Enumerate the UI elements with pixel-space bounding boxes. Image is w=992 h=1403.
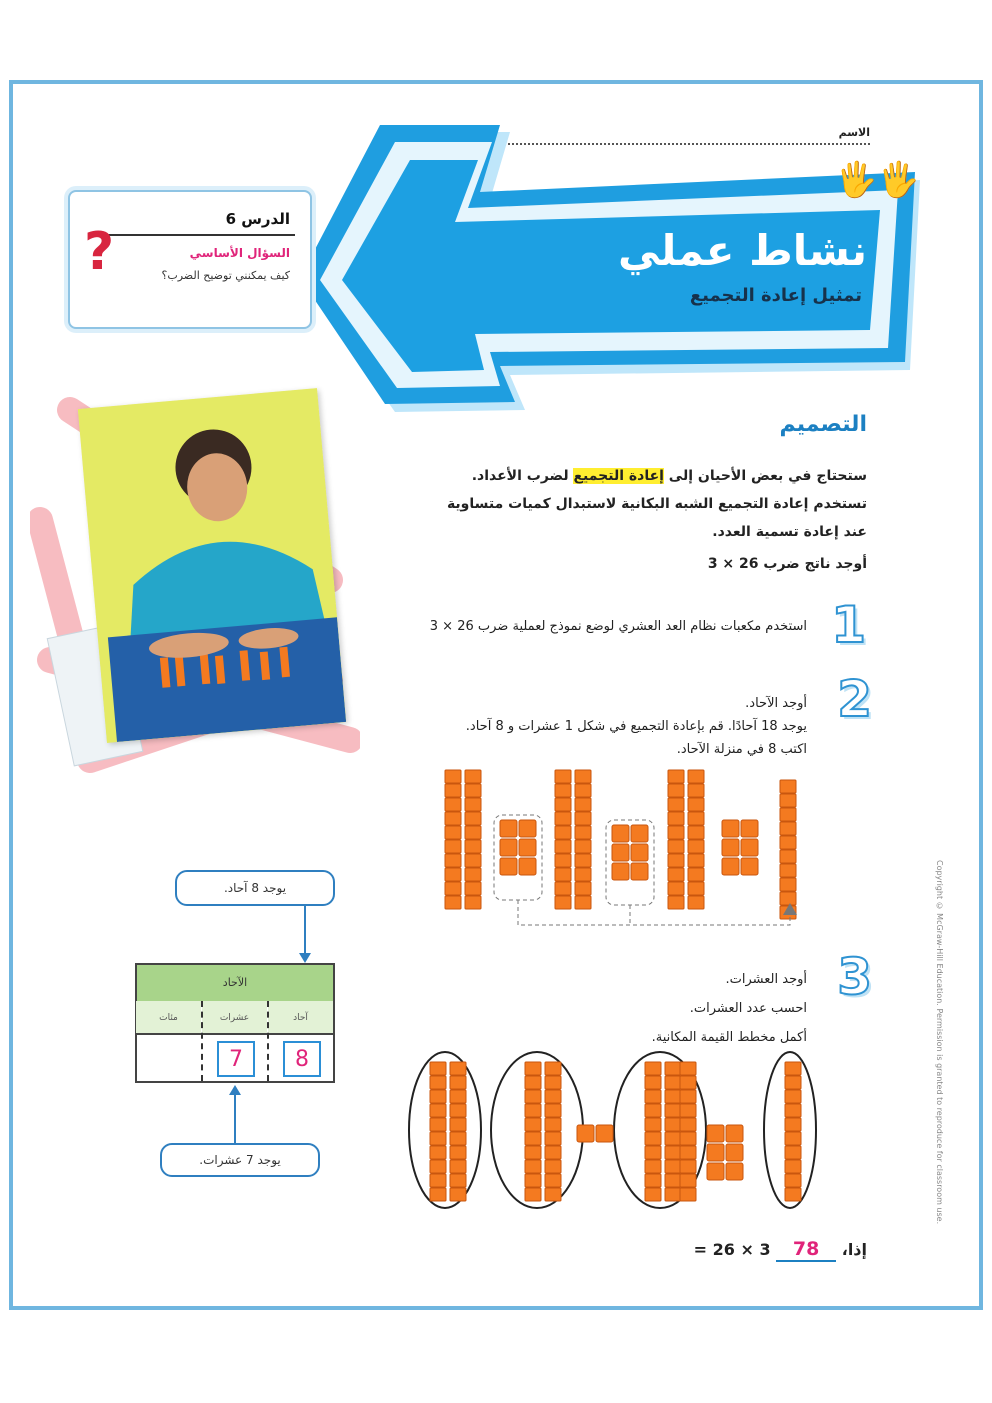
ones-cube bbox=[631, 825, 648, 842]
tens-rod-cube bbox=[525, 1146, 541, 1159]
tens-rod-cube bbox=[445, 812, 461, 825]
tens-rod-cube bbox=[668, 784, 684, 797]
tens-rod-cube bbox=[450, 1174, 466, 1187]
tens-rod-cube bbox=[680, 1076, 696, 1089]
tens-rod-cube bbox=[525, 1118, 541, 1131]
tens-rod-cube bbox=[575, 854, 591, 867]
ones-cube bbox=[519, 858, 536, 875]
tens-rod-cube bbox=[785, 1132, 801, 1145]
tens-rod-cube bbox=[555, 840, 571, 853]
tens-rod-cube bbox=[645, 1062, 661, 1075]
tens-rod-cube bbox=[430, 1188, 446, 1201]
step-3-line-3: أكمل مخطط القيمة المكانية. bbox=[651, 1030, 807, 1045]
tens-rod-cube bbox=[680, 1188, 696, 1201]
place-value-chart bbox=[135, 963, 335, 1083]
tens-rod-cube bbox=[555, 784, 571, 797]
tens-rod-cube bbox=[785, 1188, 801, 1201]
tens-rod-cube bbox=[465, 784, 481, 797]
student-photo bbox=[78, 388, 346, 743]
intro-text-2: لضرب الأعداد. تستخدم إعادة التجميع الشبه البكانية لاستبدال كميات متساوية عند إعادة تسمية العدد. bbox=[446, 468, 867, 540]
tens-rod-cube bbox=[575, 770, 591, 783]
tens-rod-cube bbox=[525, 1076, 541, 1089]
tens-rod-cube bbox=[555, 882, 571, 895]
pv-ones-value[interactable]: 8 bbox=[283, 1041, 321, 1077]
tens-rod-cube bbox=[465, 826, 481, 839]
tens-rod-cube bbox=[680, 1132, 696, 1145]
tens-rod-cube bbox=[780, 794, 796, 807]
tens-rod-cube bbox=[665, 1104, 681, 1117]
tens-rod-cube bbox=[555, 896, 571, 909]
tens-rod-cube bbox=[525, 1062, 541, 1075]
tens-rod-cube bbox=[450, 1090, 466, 1103]
pv-tens-value[interactable]: 7 bbox=[217, 1041, 255, 1077]
tens-rod-cube bbox=[445, 784, 461, 797]
tens-rod-cube bbox=[465, 882, 481, 895]
question-mark-icon: ? bbox=[84, 222, 115, 282]
tens-rod-cube bbox=[575, 812, 591, 825]
tens-rod-cube bbox=[665, 1132, 681, 1145]
essential-question-label: السؤال الأساسي bbox=[189, 246, 290, 260]
copyright-credit: Copyright © McGraw-Hill Education. Permission is granted to reproduce for classroom use. bbox=[935, 860, 944, 1225]
tens-rod-cube bbox=[665, 1076, 681, 1089]
tens-rod-cube bbox=[545, 1090, 561, 1103]
tens-rod-cube bbox=[785, 1146, 801, 1159]
step-2-number: 2 bbox=[837, 670, 872, 728]
tens-rod-cube bbox=[785, 1104, 801, 1117]
ones-cube bbox=[722, 858, 739, 875]
tens-rod-cube bbox=[665, 1160, 681, 1173]
ones-cube bbox=[631, 863, 648, 880]
tens-rod-cube bbox=[688, 896, 704, 909]
tens-rod-cube bbox=[465, 770, 481, 783]
pv-col-tens: عشرات bbox=[202, 1001, 267, 1035]
hands-icon: 🖐🖐 bbox=[835, 160, 920, 200]
tens-rod-cube bbox=[785, 1174, 801, 1187]
ones-cube bbox=[500, 858, 517, 875]
section-title: التصميم bbox=[779, 412, 867, 437]
tens-rod-cube bbox=[430, 1132, 446, 1145]
tens-rod-cube bbox=[525, 1174, 541, 1187]
tens-rod-cube bbox=[545, 1132, 561, 1145]
tens-rod-cube bbox=[430, 1090, 446, 1103]
tens-rod-cube bbox=[445, 896, 461, 909]
tens-rod-cube bbox=[645, 1132, 661, 1145]
tens-rod-cube bbox=[645, 1076, 661, 1089]
tens-rod-cube bbox=[430, 1146, 446, 1159]
step-3-text bbox=[652, 965, 807, 1052]
tens-rod-cube bbox=[575, 868, 591, 881]
tens-rod-cube bbox=[645, 1188, 661, 1201]
result-expression: 3 × 26 = bbox=[693, 1240, 771, 1259]
ones-cube bbox=[707, 1163, 724, 1180]
intro-text-1: ستحتاج في بعض الأحيان إلى bbox=[663, 468, 867, 484]
tens-rod-cube bbox=[688, 854, 704, 867]
tens-rod-cube bbox=[645, 1160, 661, 1173]
tens-rod-cube bbox=[545, 1146, 561, 1159]
tens-rod-cube bbox=[430, 1076, 446, 1089]
tens-rod-cube bbox=[780, 850, 796, 863]
tens-rod-cube bbox=[465, 840, 481, 853]
step-1-text: استخدم مكعبات نظام العد العشري لوضع نموذج لعملية ضرب 26 × 3 bbox=[429, 619, 807, 634]
ones-callout: يوجد 8 آحاد. bbox=[175, 870, 335, 906]
tens-rod-cube bbox=[665, 1090, 681, 1103]
tens-rod-cube bbox=[668, 868, 684, 881]
tens-rod-cube bbox=[780, 822, 796, 835]
tens-rod-cube bbox=[430, 1160, 446, 1173]
tens-rod-cube bbox=[525, 1160, 541, 1173]
intro-paragraph bbox=[437, 462, 867, 546]
tens-rod-cube bbox=[430, 1174, 446, 1187]
step-2-line-2: يوجد 18 آحادًا. قم بإعادة التجميع في شكل 1 عشرات و 8 آحاد. bbox=[465, 719, 807, 734]
tens-rod-cube bbox=[688, 784, 704, 797]
ones-cube bbox=[707, 1125, 724, 1142]
tens-rod-cube bbox=[445, 826, 461, 839]
tens-rod-cube bbox=[645, 1090, 661, 1103]
tens-rod-cube bbox=[450, 1188, 466, 1201]
pv-hundreds-value[interactable] bbox=[151, 1045, 189, 1075]
step-2-line-1: أوجد الآحاد. bbox=[745, 696, 807, 711]
tens-rod-cube bbox=[545, 1188, 561, 1201]
ones-cube bbox=[741, 839, 758, 856]
callout-arrow-down bbox=[295, 905, 315, 965]
tens-rod-cube bbox=[525, 1132, 541, 1145]
tens-rod-cube bbox=[450, 1146, 466, 1159]
tens-rod-cube bbox=[688, 798, 704, 811]
tens-rod-cube bbox=[430, 1104, 446, 1117]
result-line bbox=[694, 1238, 867, 1262]
tens-rod-cube bbox=[680, 1160, 696, 1173]
tens-rod-cube bbox=[545, 1160, 561, 1173]
tens-rod-cube bbox=[680, 1062, 696, 1075]
tens-rod-cube bbox=[450, 1076, 466, 1089]
tens-rod-cube bbox=[645, 1146, 661, 1159]
ones-cube bbox=[519, 839, 536, 856]
tens-rod-cube bbox=[450, 1132, 466, 1145]
step-3-line-2: احسب عدد العشرات. bbox=[689, 1001, 807, 1016]
tens-rod-cube bbox=[575, 784, 591, 797]
tens-rod-cube bbox=[668, 798, 684, 811]
tens-rod-cube bbox=[668, 812, 684, 825]
tens-rod-cube bbox=[555, 770, 571, 783]
tens-rod-cube bbox=[665, 1174, 681, 1187]
ones-cube bbox=[726, 1125, 743, 1142]
tens-rod-cube bbox=[545, 1174, 561, 1187]
callout-arrow-up bbox=[225, 1085, 245, 1145]
tens-rod-cube bbox=[465, 868, 481, 881]
tens-rod-cube bbox=[665, 1188, 681, 1201]
tens-rod-cube bbox=[450, 1118, 466, 1131]
lesson-card bbox=[68, 190, 312, 329]
ones-cube bbox=[577, 1125, 594, 1142]
pv-divider bbox=[267, 1001, 269, 1081]
tens-rod-cube bbox=[645, 1174, 661, 1187]
step-2-line-3: اكتب 8 في منزلة الآحاد. bbox=[676, 742, 807, 757]
banner-title: نشاط عملي bbox=[617, 226, 867, 275]
step-3-line-1: أوجد العشرات. bbox=[725, 972, 807, 987]
tens-rod-cube bbox=[545, 1076, 561, 1089]
ones-cube bbox=[612, 863, 629, 880]
ones-cube bbox=[707, 1144, 724, 1161]
tens-rod-cube bbox=[555, 854, 571, 867]
tens-rod-cube bbox=[555, 798, 571, 811]
tens-rod-cube bbox=[465, 896, 481, 909]
tens-rod-cube bbox=[450, 1104, 466, 1117]
ones-cube bbox=[726, 1144, 743, 1161]
tens-rod-cube bbox=[545, 1104, 561, 1117]
tens-rod-cube bbox=[780, 836, 796, 849]
tens-rod-cube bbox=[430, 1062, 446, 1075]
essential-question: كيف يمكنني توضيح الضرب؟ bbox=[161, 269, 290, 282]
tens-rod-cube bbox=[545, 1062, 561, 1075]
tens-rod-cube bbox=[780, 780, 796, 793]
tens-rod-cube bbox=[780, 808, 796, 821]
tens-rod-cube bbox=[525, 1090, 541, 1103]
tens-rod-cube bbox=[688, 882, 704, 895]
tens-rod-cube bbox=[688, 770, 704, 783]
tens-rod-cube bbox=[465, 798, 481, 811]
tens-rod-cube bbox=[645, 1104, 661, 1117]
tens-rod-cube bbox=[445, 882, 461, 895]
ones-cube bbox=[500, 839, 517, 856]
tens-rod-cube bbox=[665, 1118, 681, 1131]
tens-rod-cube bbox=[445, 840, 461, 853]
tens-rod-cube bbox=[668, 882, 684, 895]
step-2-text bbox=[466, 692, 807, 761]
tens-rod-cube bbox=[555, 812, 571, 825]
tens-rod-cube bbox=[445, 854, 461, 867]
tens-rod-cube bbox=[785, 1062, 801, 1075]
student-illustration bbox=[78, 388, 346, 743]
tens-rod-cube bbox=[465, 854, 481, 867]
tens-rod-cube bbox=[575, 882, 591, 895]
ones-cube bbox=[596, 1125, 613, 1142]
tens-rod-cube bbox=[545, 1118, 561, 1131]
base-ten-model-step3 bbox=[405, 1050, 825, 1220]
tens-rod-cube bbox=[680, 1174, 696, 1187]
tens-rod-cube bbox=[680, 1090, 696, 1103]
tens-rod-cube bbox=[688, 840, 704, 853]
tens-rod-cube bbox=[450, 1062, 466, 1075]
tens-rod-cube bbox=[555, 826, 571, 839]
ones-cube bbox=[500, 820, 517, 837]
tens-rod-cube bbox=[680, 1118, 696, 1131]
tens-rod-cube bbox=[688, 868, 704, 881]
tens-rod-cube bbox=[445, 868, 461, 881]
tens-rod-cube bbox=[785, 1090, 801, 1103]
ones-cube bbox=[726, 1163, 743, 1180]
tens-rod-cube bbox=[668, 840, 684, 853]
banner-subtitle: تمثيل إعادة التجميع bbox=[689, 285, 862, 306]
result-prefix: إذا، bbox=[841, 1240, 867, 1259]
ones-cube bbox=[741, 820, 758, 837]
tens-rod-cube bbox=[445, 770, 461, 783]
tens-rod-cube bbox=[780, 892, 796, 905]
tens-rod-cube bbox=[665, 1062, 681, 1075]
tens-rod-cube bbox=[688, 812, 704, 825]
tens-rod-cube bbox=[785, 1160, 801, 1173]
tens-rod-cube bbox=[668, 896, 684, 909]
lesson-divider bbox=[90, 234, 295, 236]
tens-rod-cube bbox=[525, 1188, 541, 1201]
tens-rod-cube bbox=[445, 798, 461, 811]
name-label: الاسم bbox=[838, 126, 870, 139]
ones-cube bbox=[722, 820, 739, 837]
ones-cube bbox=[612, 844, 629, 861]
pv-col-ones: آحاد bbox=[268, 1001, 333, 1035]
tens-rod-cube bbox=[450, 1160, 466, 1173]
tens-rod-cube bbox=[465, 812, 481, 825]
step-1-number: 1 bbox=[831, 596, 866, 654]
base-ten-model-step2 bbox=[440, 765, 820, 935]
result-answer[interactable]: 78 bbox=[776, 1238, 836, 1262]
tens-rod-cube bbox=[665, 1146, 681, 1159]
tens-rod-cube bbox=[680, 1104, 696, 1117]
tens-rod-cube bbox=[575, 896, 591, 909]
tens-rod-cube bbox=[668, 854, 684, 867]
tens-rod-cube bbox=[668, 826, 684, 839]
tens-rod-cube bbox=[780, 864, 796, 877]
ones-cube bbox=[519, 820, 536, 837]
tens-rod-cube bbox=[688, 826, 704, 839]
pv-header: الآحاد bbox=[137, 965, 333, 1003]
tens-rod-cube bbox=[575, 826, 591, 839]
pv-col-hundreds: مئات bbox=[136, 1001, 201, 1035]
ones-cube bbox=[722, 839, 739, 856]
tens-rod-cube bbox=[575, 840, 591, 853]
tens-rod-cube bbox=[780, 878, 796, 891]
tens-rod-cube bbox=[785, 1076, 801, 1089]
lesson-number: الدرس 6 bbox=[225, 210, 290, 228]
ones-cube bbox=[741, 858, 758, 875]
ones-cube bbox=[631, 844, 648, 861]
ones-cube bbox=[612, 825, 629, 842]
tens-rod-cube bbox=[525, 1104, 541, 1117]
tens-rod-cube bbox=[645, 1118, 661, 1131]
tens-rod-cube bbox=[575, 798, 591, 811]
tens-rod-cube bbox=[555, 868, 571, 881]
pv-divider bbox=[201, 1001, 203, 1081]
tens-rod-cube bbox=[430, 1118, 446, 1131]
step-3-number: 3 bbox=[837, 948, 872, 1006]
tens-callout: يوجد 7 عشرات. bbox=[160, 1143, 320, 1177]
intro-highlight: إعادة التجميع bbox=[573, 468, 664, 484]
tens-rod-cube bbox=[680, 1146, 696, 1159]
find-product-prompt: أوجد ناتج ضرب 26 × 3 bbox=[707, 556, 867, 572]
tens-rod-cube bbox=[668, 770, 684, 783]
tens-rod-cube bbox=[785, 1118, 801, 1131]
